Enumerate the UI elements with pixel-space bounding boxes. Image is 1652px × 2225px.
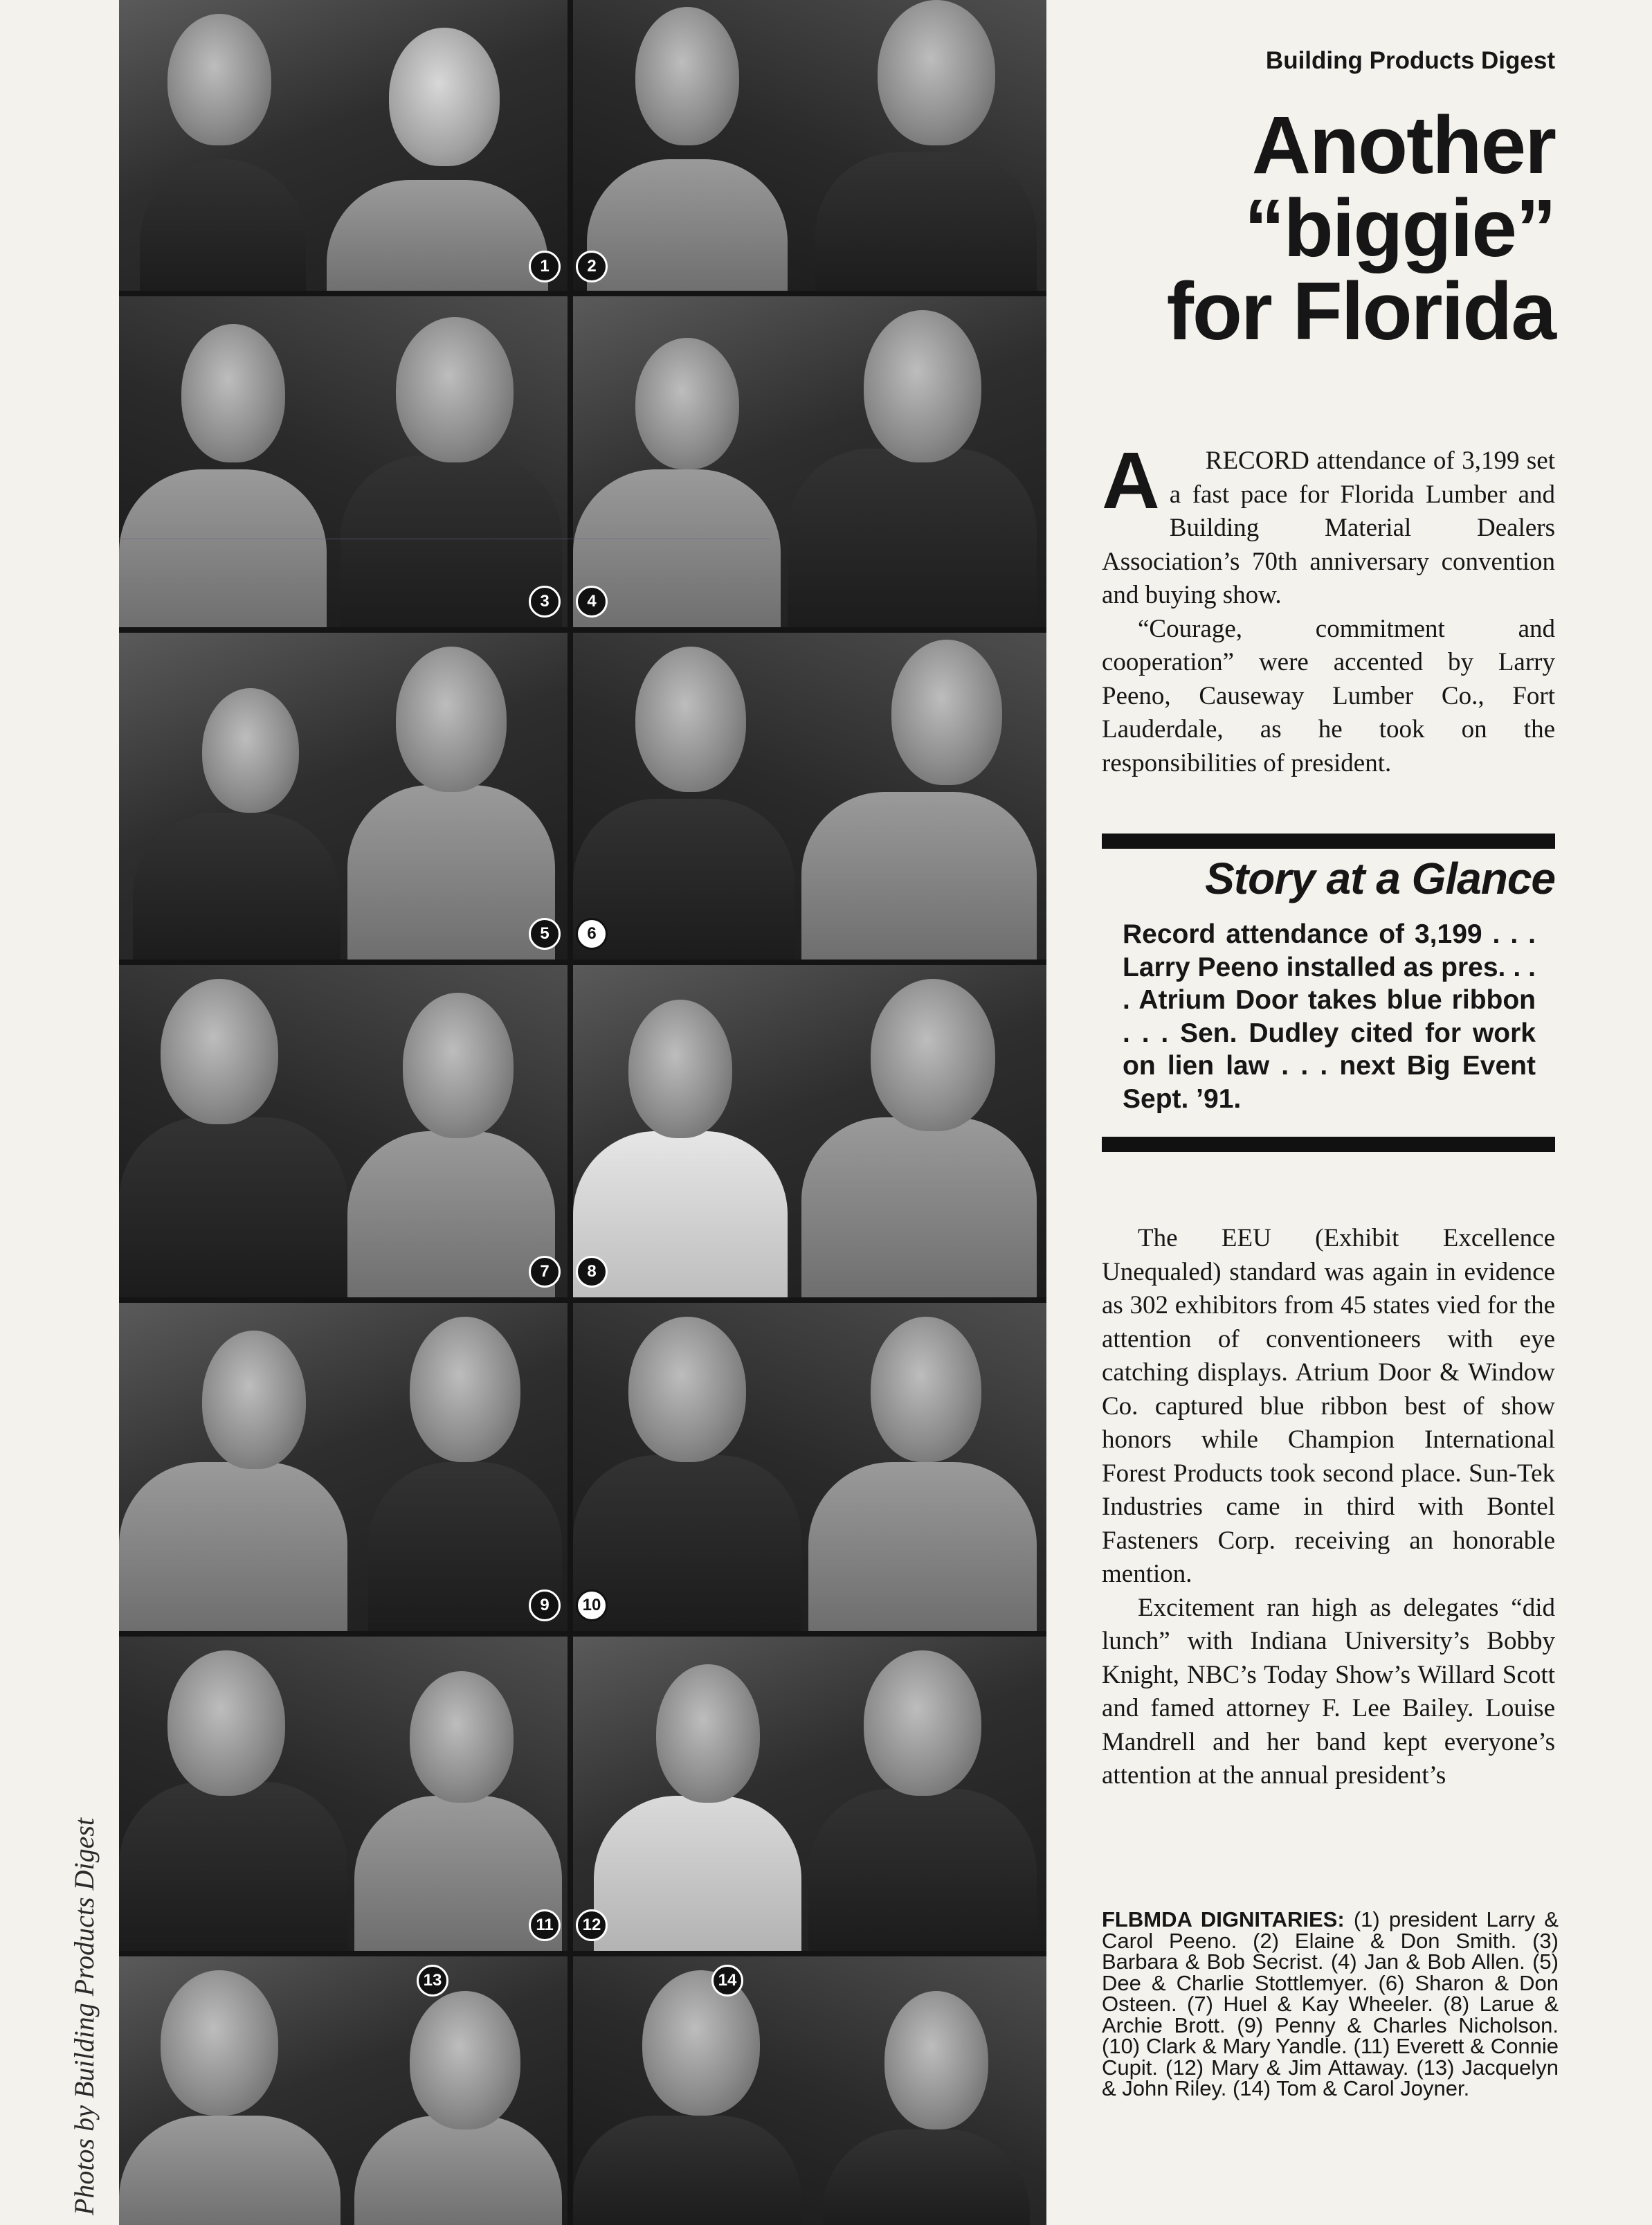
photo-number: 5 [529,918,561,950]
photo-number: 7 [529,1256,561,1288]
photo-number: 12 [576,1909,608,1941]
drop-cap: A [1102,435,1160,525]
photo-number: 1 [529,251,561,282]
photo-5 [119,633,568,960]
photo-6 [573,633,1046,960]
body-text [1102,1222,1555,1793]
photo-caption [1102,1909,1559,2100]
photo-number: 11 [529,1909,561,1941]
glance-bottom-rule [1102,1137,1555,1152]
photo-number: 9 [529,1589,561,1621]
body-paragraph-1: The EEU (Exhibit Excellence Unequaled) standard was again in evidence as 302 exhibitors from 45 states vied for the attention of conventioneers with eye catching displays. Atrium Door & Window Co. captured blue ribbon best of show honors while Champion International Forest Products took second place. Sun-Tek Industries came in third with Bontel Fasteners Corp. receiving an honorable mention. [1102,1224,1555,1588]
photo-number: 13 [417,1965,448,1997]
photo-11 [119,1637,568,1951]
caption-label: FLBMDA DIGNITARIES: [1102,1907,1345,1931]
intro-paragraph-2: “Courage, commitment and cooperation” were accented by Larry Peeno, Causeway Lumber Co., Fort Lauderdale, as he took on the responsibilities of president. [1102,614,1555,777]
glance-text: Record attendance of 3,199 . . . Larry Peeno installed as pres. . . . Atrium Door takes blue ribbon . . . Sen. Dudley cited for work on lien law . . . next Big Event Sept. ’91. [1123,919,1536,1114]
headline-line-2: “biggie” [1244,183,1555,274]
photo-9 [119,1303,568,1631]
glance-top-rule [1102,834,1555,849]
photo-grid [119,0,1046,2225]
photo-1 [119,0,568,291]
photo-10 [573,1303,1046,1631]
headline [1102,100,1555,357]
photo-7 [119,965,568,1297]
body-paragraph-2: Excitement ran high as delegates “did lunch” with Indiana University’s Bobby Knight, NBC’s Today Show’s Willard Scott and famed attorney F. Lee Bailey. Louise Mandrell and her band kept everyone’s attention at the annual president’s [1102,1593,1555,1790]
photo-number: 2 [576,251,608,282]
photo-number: 6 [576,918,608,950]
photo-3 [119,296,568,627]
photo-12 [573,1637,1046,1951]
headline-line-3: for Florida [1166,266,1555,357]
intro-paragraph-1: A RECORD attendance of 3,199 set a fast pace for Florida Lumber and Building Material Dealers Association’s 70th anniversary convention and buying show. [1102,444,1555,613]
photo-number: 4 [576,586,608,618]
photo-8 [573,965,1046,1297]
photo-number: 8 [576,1256,608,1288]
photo-number: 10 [576,1589,608,1621]
caption-text: (1) president Larry & Carol Peeno. (2) Elaine & Don Smith. (3) Barbara & Bob Secrist. (4) Jan & Bob Allen. (5) Dee & Charlie Stottlemyer. (6) Sharon & Don Osteen. (7) Huel & Kay Wheeler. (8) Larue & Archie Brott. (9) Penny & Charles Nicholson. (10) Clark & Mary Yandle. (11) Everett & Connie Cupit. (12) Mary & Jim Attaway. (13) Jacquelyn & John Riley. (14) Tom & Carol Joyner. [1102,1907,1559,2100]
photo-number: 3 [529,586,561,618]
photo-2 [573,0,1046,291]
publication-name: Building Products Digest [1265,47,1555,74]
photo-14 [573,1956,1046,2225]
headline-line-1: Another [1251,100,1555,191]
photo-number: 14 [711,1965,743,1997]
photo-4 [573,296,1046,627]
glance-title: Story at a Glance [1205,854,1555,903]
photo-13 [119,1956,568,2225]
intro-text [1102,435,1555,780]
